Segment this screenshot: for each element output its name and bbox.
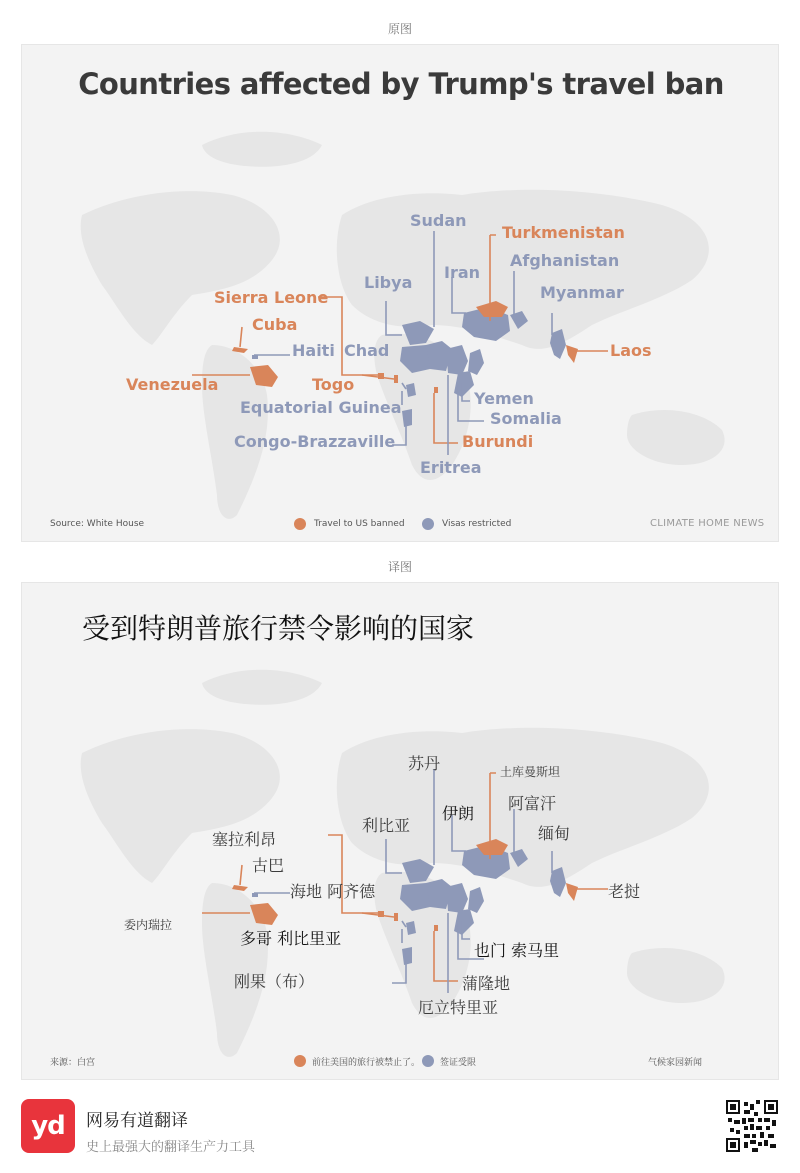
label-togo-liberia-zh: 多哥 利比里亚 bbox=[240, 929, 342, 948]
app-name: 网易有道翻译 bbox=[86, 1111, 188, 1131]
label-laos: Laos bbox=[610, 341, 652, 360]
label-afghanistan-zh: 阿富汗 bbox=[508, 794, 557, 813]
legend-visa-label-zh: 签证受限 bbox=[440, 1058, 477, 1068]
label-somalia: Somalia bbox=[490, 409, 562, 428]
label-iran: Iran bbox=[444, 263, 481, 282]
label-myanmar: Myanmar bbox=[540, 283, 624, 302]
label-eritrea: Eritrea bbox=[420, 458, 482, 477]
label-haiti-chad-zh: 海地 阿齐德 bbox=[290, 882, 376, 901]
legend-ban-label-zh: 前往美国的旅行被禁止了。 bbox=[312, 1058, 421, 1068]
label-turkmenistan-zh: 土库曼斯坦 bbox=[500, 765, 561, 779]
brand-logo: CLIMATE HOME NEWS bbox=[650, 518, 765, 529]
label-laos-zh: 老挝 bbox=[608, 882, 641, 901]
original-image-panel bbox=[21, 44, 779, 542]
label-iran-zh: 伊朗 bbox=[442, 804, 475, 823]
label-libya: Libya bbox=[364, 273, 413, 292]
label-yemen: Yemen bbox=[474, 389, 534, 408]
legend-visa-dot-zh bbox=[422, 1055, 434, 1067]
label-cuba-zh: 古巴 bbox=[252, 856, 285, 875]
label-congo-brazzaville: Congo-Brazzaville bbox=[234, 432, 396, 451]
map-title: Countries affected by Trump's travel ban bbox=[78, 67, 724, 101]
legend-ban-dot bbox=[294, 518, 306, 530]
label-myanmar-zh: 缅甸 bbox=[538, 824, 571, 843]
label-congo-zh: 刚果（布） bbox=[234, 972, 315, 991]
qr-code-icon[interactable] bbox=[726, 1100, 778, 1152]
legend-visa-dot bbox=[422, 518, 434, 530]
translated-image-panel bbox=[21, 582, 779, 1080]
label-cuba: Cuba bbox=[252, 315, 298, 334]
label-venezuela: Venezuela bbox=[126, 375, 219, 394]
original-section-label: 原图 bbox=[387, 22, 412, 36]
map-title-translated: 受到特朗普旅行禁令影响的国家 bbox=[82, 612, 475, 645]
label-equatorial-guinea: Equatorial Guinea bbox=[240, 398, 402, 417]
label-yemen-somalia-zh: 也门 索马里 bbox=[474, 941, 560, 960]
translated-section-label: 译图 bbox=[387, 560, 412, 574]
youdao-logo: yd bbox=[21, 1099, 75, 1153]
label-burundi: Burundi bbox=[462, 432, 534, 451]
label-libya-zh: 利比亚 bbox=[362, 816, 411, 835]
label-sierra-leone-zh: 塞拉利昂 bbox=[212, 830, 277, 849]
source-note: Source: White House bbox=[50, 519, 145, 529]
app-slogan: 史上最强大的翻译生产力工具 bbox=[86, 1140, 256, 1155]
original-world-map bbox=[22, 45, 779, 542]
label-haiti: Haiti bbox=[292, 341, 335, 360]
label-chad: Chad bbox=[344, 341, 390, 360]
label-venezuela-zh: 委内瑞拉 bbox=[124, 918, 173, 932]
brand-logo-zh: 气候家园新闻 bbox=[648, 1058, 703, 1068]
label-sierra-leone: Sierra Leone bbox=[214, 288, 329, 307]
source-note-zh: 来源：白宫 bbox=[50, 1058, 96, 1068]
label-sudan-zh: 苏丹 bbox=[408, 754, 441, 773]
label-turkmenistan: Turkmenistan bbox=[502, 223, 625, 242]
legend-ban-label: Travel to US banned bbox=[314, 519, 405, 529]
label-sudan: Sudan bbox=[410, 211, 467, 230]
legend-ban-dot-zh bbox=[294, 1055, 306, 1067]
label-togo: Togo bbox=[312, 375, 355, 394]
label-burundi-zh: 蒲隆地 bbox=[462, 974, 511, 993]
legend-visa-label: Visas restricted bbox=[442, 519, 512, 529]
label-eritrea-zh: 厄立特里亚 bbox=[418, 998, 499, 1017]
label-afghanistan: Afghanistan bbox=[510, 251, 620, 270]
